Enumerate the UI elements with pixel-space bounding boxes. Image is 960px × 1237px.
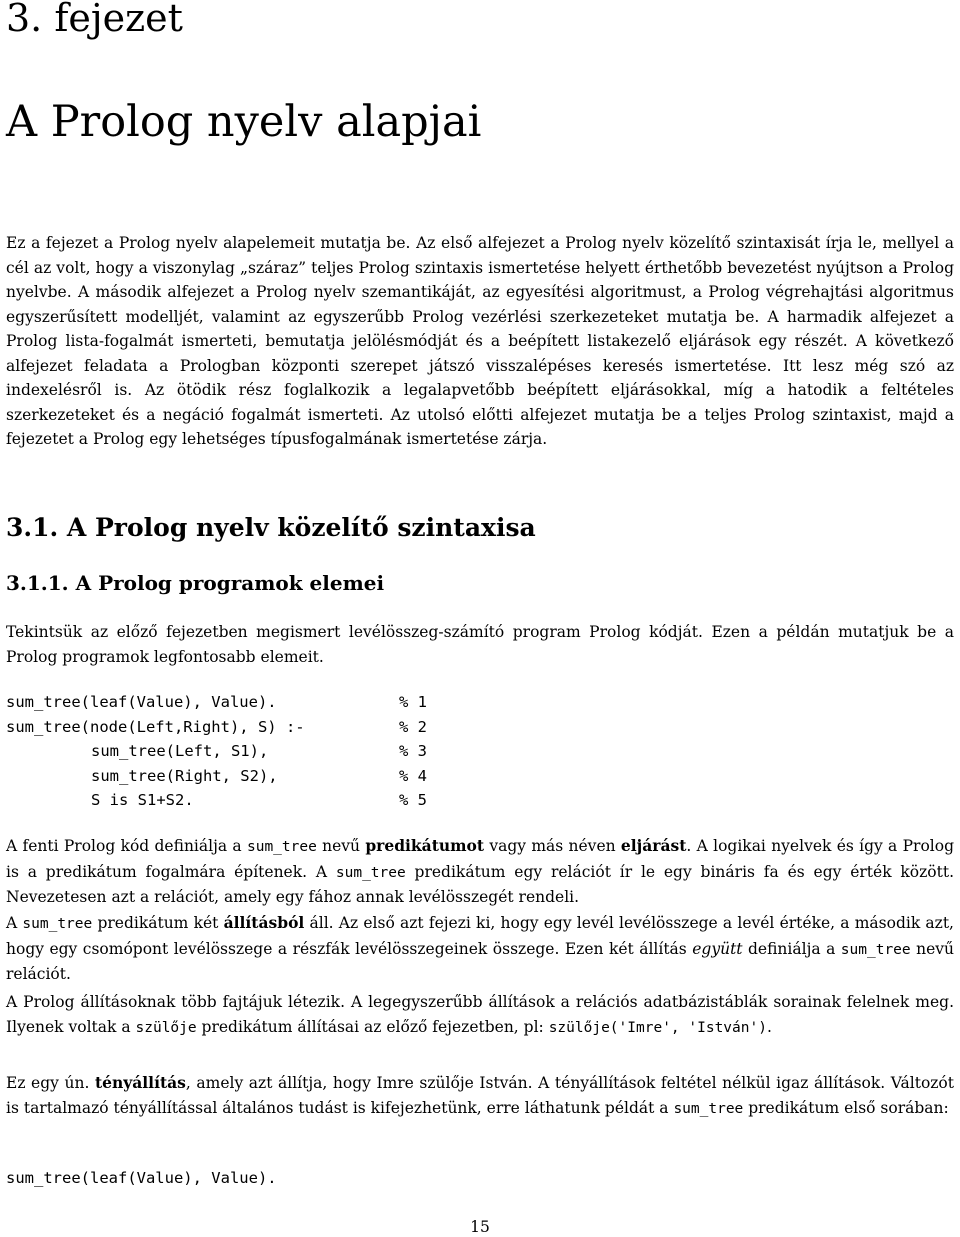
text-span: A — [6, 914, 23, 932]
text-span: . — [766, 1017, 772, 1036]
text-span: nevű — [316, 837, 366, 855]
text-span: predikátum két — [92, 914, 224, 932]
italic-term: együtt — [692, 939, 743, 958]
paragraph-clause-kinds — [6, 990, 954, 1040]
code-line — [6, 788, 427, 813]
text-span: . A logikai nyelvek és így a Prolog is a predikátum fogalmára építenek. A — [6, 837, 954, 881]
text-span: predikátum első sorában: — [743, 1098, 949, 1117]
inline-code: sum_tree — [22, 916, 93, 932]
inline-code: sum_tree — [673, 1100, 744, 1117]
bold-term: tényállítás — [94, 1073, 186, 1092]
code-line — [6, 715, 427, 740]
intro-paragraph: Ez a fejezet a Prolog nyelv alapelemeit mutatja be. Az első alfejezet a Prolog nyelv közelítő szintaxisát írja le, mellyel a cél az volt, hogy a viszonylag „száraz” teljes Prolog szintaxis ismertetése helyett érthetőbb bevezetést nyújtson a Prolog nyelvbe. A második alfejezet a Prolog nyelv szemantikáját, az egyesítési algoritmust, a Prolog végrehajtási algoritmus egyszerűsített modelljét, valamint az egyszerűbb Prolog vezérlési szerkezeteket mutatja be. A harmadik alfejezet a Prolog lista-fogalmát ismerteti, bemutatja jelölésmódját és a beépített listakezelő eljárások egy részét. A következő alfejezet feladata a Prologban központi szerepet játszó visszalépéses keresés ismertetése. Itt lesz még szó az indexelésről is. Az ötödik rész foglalkozik a legalapvetőbb beépített eljárásokkal, míg a hatodik a feltételes szerkezeteket és a negáció fogalmát ismerteti. Az utolsó előtti alfejezet mutatja be a teljes Prolog szintaxist, majd a fejezetet a Prolog egy lehetséges típusfogalmának ismertetése zárja. — [6, 234, 954, 448]
code-listing — [6, 690, 427, 813]
bold-term: állításból — [223, 913, 305, 932]
code-comment: % 3 — [399, 742, 427, 760]
text-span: predikátum egy relációt ír le egy bináris fa és egy érték között. Nevezetesen azt a relációt, amely egy fához annak levélösszegét rendeli. — [6, 862, 955, 906]
code-comment: % 5 — [399, 791, 427, 809]
code-comment: % 1 — [399, 693, 427, 711]
chapter-title: A Prolog nyelv alapjai — [6, 97, 482, 147]
bold-term: eljárást — [620, 836, 687, 855]
code-line — [6, 690, 427, 715]
inline-code: sum_tree — [840, 941, 911, 958]
code-example-fact: sum_tree(leaf(Value), Value). — [6, 1169, 277, 1187]
chapter-number: 3. fejezet — [6, 0, 183, 40]
code-text: sum_tree(Left, S1), — [91, 742, 269, 760]
text-span: , amely azt állítja, hogy Imre szülője István. A tényállítások feltétel nélkül igaz állítások. Változót is tartalmazó tényállítással általános tudást is kifejezhetünk, erre láthatunk példát a — [6, 1074, 954, 1117]
code-comment: % 2 — [399, 717, 427, 736]
page-number: 15 — [470, 1218, 490, 1236]
text-span: áll. Az első azt fejezi ki, hogy egy levél levélösszege a levél értéke, a második azt, hogy egy csomópont levélösszege a részfák levélösszegeinek összege. Ezen két állítás — [6, 914, 954, 958]
text-span: A fenti Prolog kód definiálja a — [6, 837, 247, 855]
paragraph-predicate-definition — [6, 834, 954, 910]
text-span: vagy más néven — [484, 837, 621, 855]
code-text: sum_tree(leaf(Value), Value). — [6, 693, 277, 711]
inline-code: sum_tree — [335, 864, 406, 881]
section-title: 3.1. A Prolog nyelv közelítő szintaxisa — [6, 513, 536, 542]
text-span: Ez egy ún. — [6, 1074, 95, 1092]
text-span: A Prolog állításoknak több fajtájuk létezik. A legegyszerűbb állítások a relációs adatbázistáblák sorainak felelnek meg. Ilyenek voltak a — [6, 993, 954, 1036]
code-text: sum_tree(node(Left,Right), S) :- — [6, 717, 305, 736]
text-span: nevű relációt. — [6, 939, 955, 983]
code-line — [6, 764, 427, 789]
text-span: definiálja a — [742, 939, 841, 958]
subsection-title: 3.1.1. A Prolog programok elemei — [6, 571, 385, 595]
bold-term: predikátumot — [365, 836, 485, 855]
code-line — [6, 739, 427, 764]
inline-code: szülője — [135, 1019, 197, 1036]
inline-code: sum_tree — [246, 839, 317, 855]
code-text: sum_tree(Right, S2), — [91, 766, 278, 785]
paragraph-facts — [6, 1071, 954, 1121]
text-span: predikátum állításai az előző fejezetben, pl: — [196, 1017, 549, 1036]
code-comment: % 4 — [399, 766, 427, 785]
code-text: S is S1+S2. — [91, 791, 194, 809]
subsection-intro-paragraph: Tekintsük az előző fejezetben megismert levélösszeg-számító program Prolog kódját. Ezen a példán mutatjuk be a Prolog programok legfontosabb elemeit. — [6, 623, 954, 666]
paragraph-clauses — [6, 911, 954, 987]
inline-code: szülője('Imre', 'István') — [548, 1019, 767, 1036]
